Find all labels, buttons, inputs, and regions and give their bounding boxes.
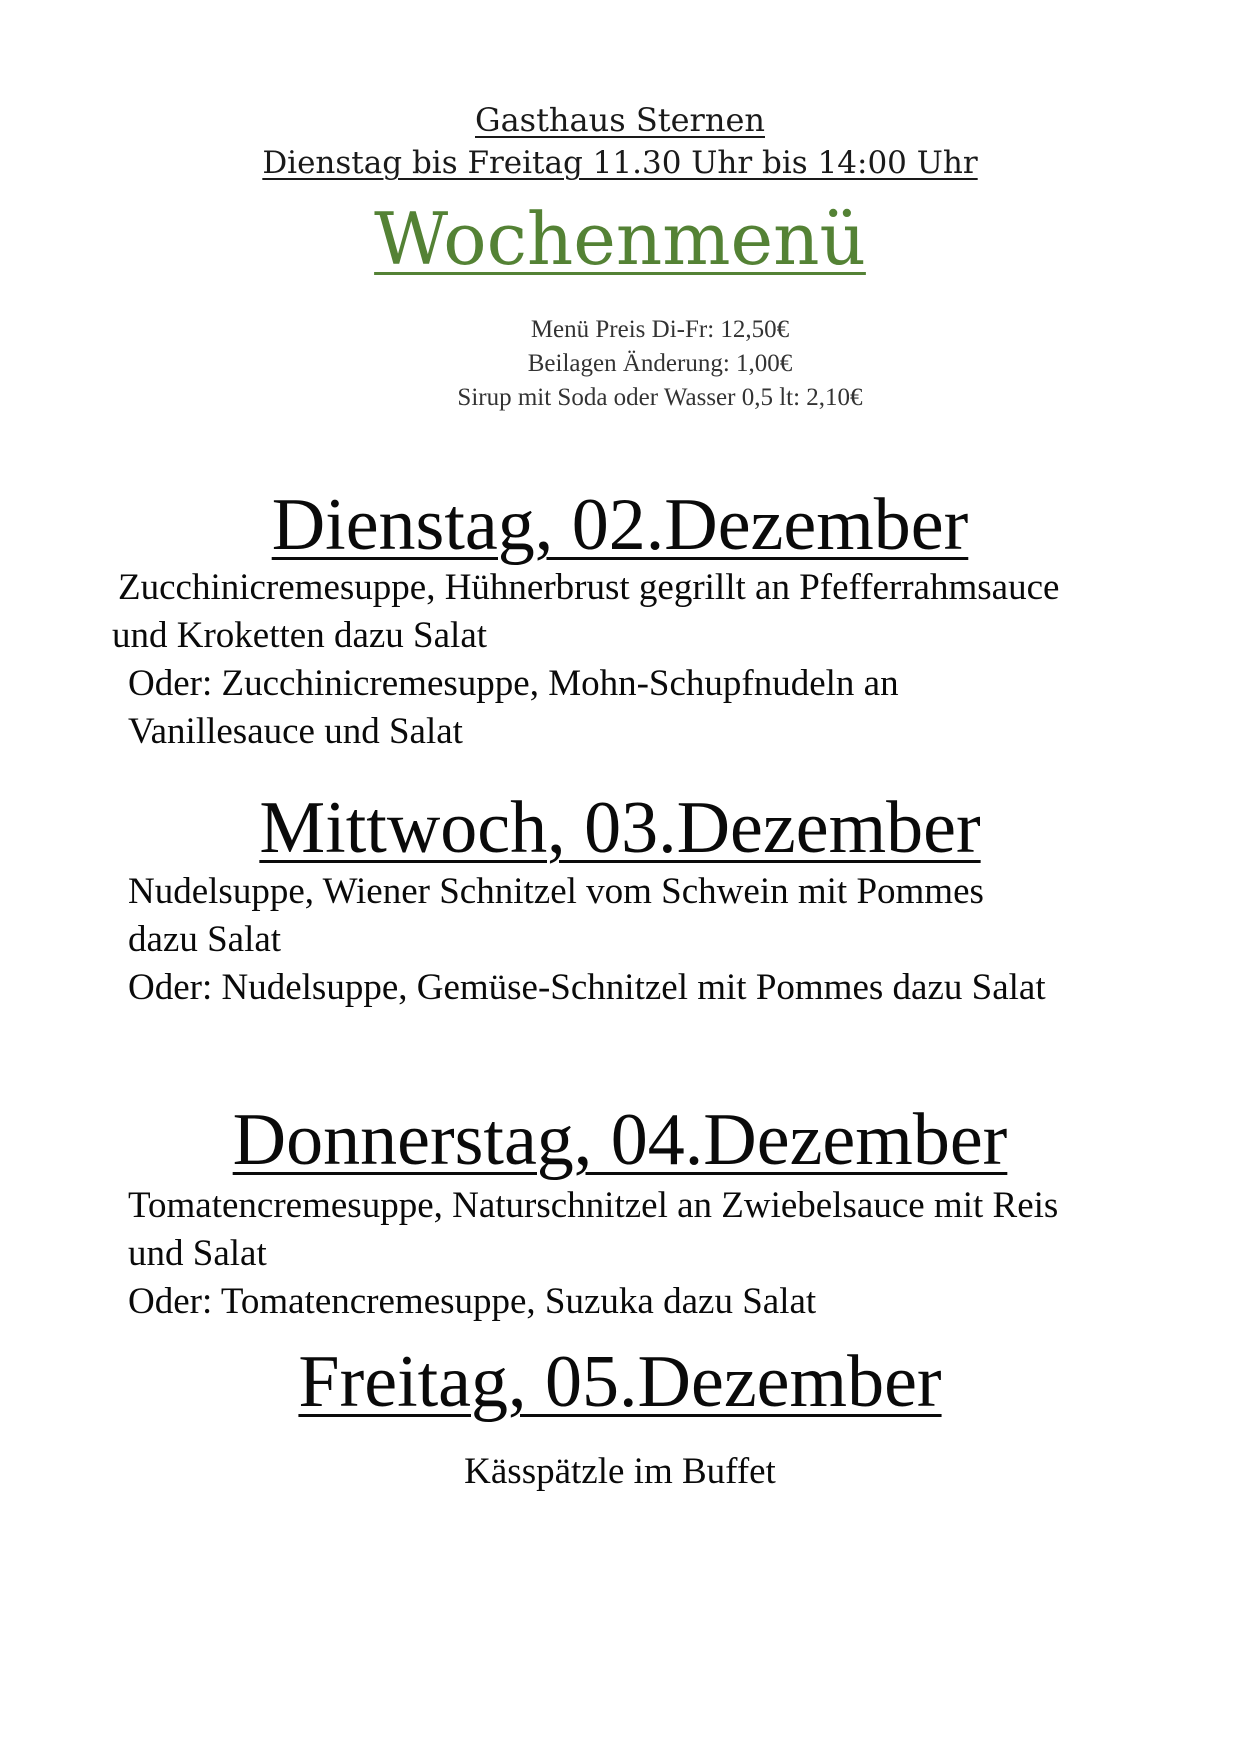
dish-line: Oder: Zucchinicremesuppe, Mohn-Schupfnudeln an xyxy=(128,663,899,704)
dish-line: Oder: Tomatencremesuppe, Suzuka dazu Salat xyxy=(128,1281,817,1322)
day-heading-friday-text: Freitag, 05.Dezember xyxy=(298,1341,942,1423)
page-title-text: Wochenmenü xyxy=(374,197,866,281)
dish-line: Kässpätzle im Buffet xyxy=(464,1451,776,1492)
dish-line: Tomatencremesuppe, Naturschnitzel an Zwiebelsauce mit Reis xyxy=(128,1185,1059,1226)
opening-hours-text: Dienstag bis Freitag 11.30 Uhr bis 14:00 Uhr xyxy=(262,145,978,181)
price-list xyxy=(370,313,950,415)
dish-line: Oder: Nudelsuppe, Gemüse-Schnitzel mit Pommes dazu Salat xyxy=(128,967,1046,1008)
price-menu: Menü Preis Di-Fr: 12,50€ xyxy=(530,316,790,343)
price-side-change: Beilagen Änderung: 1,00€ xyxy=(527,350,793,377)
day-heading-wednesday xyxy=(0,785,1240,871)
price-syrup: Sirup mit Soda oder Wasser 0,5 lt: 2,10€ xyxy=(457,384,863,411)
day-heading-thursday-text: Donnerstag, 04.Dezember xyxy=(232,1099,1008,1181)
dish-line: und Kroketten dazu Salat xyxy=(112,615,488,656)
day-heading-tuesday-text: Dienstag, 02.Dezember xyxy=(271,484,969,566)
opening-hours xyxy=(0,143,1240,183)
restaurant-name-text: Gasthaus Sternen xyxy=(475,101,765,139)
restaurant-name xyxy=(0,100,1240,140)
day-heading-friday xyxy=(0,1339,1240,1425)
day-heading-thursday xyxy=(0,1097,1240,1183)
dish-line: dazu Salat xyxy=(128,919,282,960)
dish-line: Zucchinicremesuppe, Hühnerbrust gegrillt an Pfefferrahmsauce xyxy=(118,567,1060,608)
day-heading-tuesday xyxy=(0,482,1240,568)
day-heading-wednesday-text: Mittwoch, 03.Dezember xyxy=(259,787,981,869)
dish-line: und Salat xyxy=(128,1233,267,1274)
page-title xyxy=(0,194,1240,284)
dish-line: Nudelsuppe, Wiener Schnitzel vom Schwein mit Pommes xyxy=(128,871,984,912)
dish-line: Vanillesauce und Salat xyxy=(128,711,463,752)
